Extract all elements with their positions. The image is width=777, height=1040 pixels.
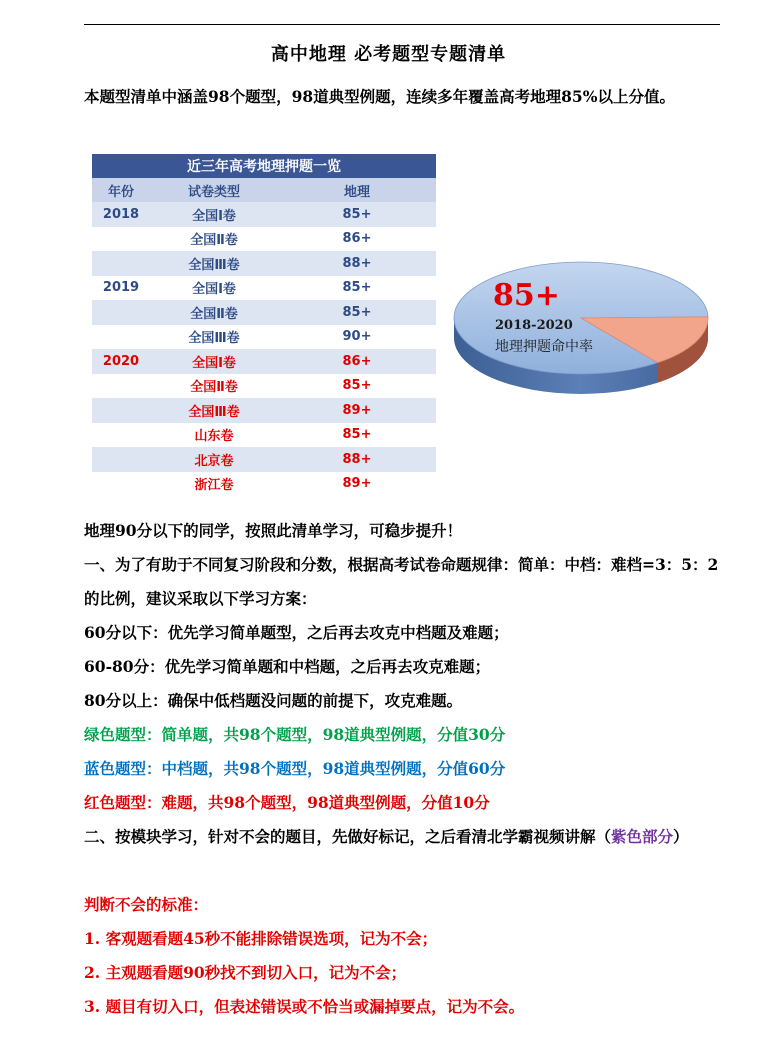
table-cell-year	[92, 227, 150, 252]
green-type-text: 绿色题型：简单题，共98个题型，98道典型例题，分值30分	[84, 725, 506, 744]
table-row	[92, 227, 436, 252]
red-type-text: 红色题型：难题，共98个题型，98道典型例题，分值10分	[84, 793, 490, 812]
p2-text: 一、为了有助于不同复习阶段和分数，根据高考试卷命题规律：简单：中档：难档=3：5：2的比例，建议采取以下学习方案：	[84, 555, 719, 608]
table-cell-score: 88+	[278, 447, 436, 472]
table-row	[92, 300, 436, 325]
p1-text: 地理90分以下的同学，按照此清单学习，可稳步提升！	[84, 521, 463, 540]
table-cell-paper: 山东卷	[150, 423, 278, 448]
table-cell-paper: 全国Ⅰ卷	[150, 202, 278, 227]
table-cell-score: 89+	[278, 398, 436, 423]
p4-text: 60-80分：优先学习简单题和中档题，之后再去攻克难题；	[84, 657, 491, 676]
table-cell-paper: 全国Ⅲ卷	[150, 251, 278, 276]
criteria-3: 3. 题目有切入口，但表述错误或不恰当或漏掉要点，记为不会。	[84, 997, 525, 1016]
p3-text: 60分以下：优先学习简单题型，之后再去攻克中档题及难题；	[84, 623, 509, 642]
table-cell-year	[92, 423, 150, 448]
table-row	[92, 325, 436, 350]
table-cell-year	[92, 398, 150, 423]
table-cell-score: 85+	[278, 202, 436, 227]
table-row	[92, 374, 436, 399]
table-cell-paper: 全国Ⅰ卷	[150, 349, 278, 374]
table-cell-year	[92, 325, 150, 350]
blue-type-text: 蓝色题型：中档题，共98个题型，98道典型例题，分值60分	[84, 759, 506, 778]
criteria-title: 判断不会的标准：	[84, 895, 209, 914]
p6-end: ）	[673, 827, 689, 846]
table-cell-paper: 全国Ⅱ卷	[150, 227, 278, 252]
table-cell-year	[92, 300, 150, 325]
table-body	[92, 202, 436, 496]
table-cell-score: 86+	[278, 227, 436, 252]
table-cell-score: 86+	[278, 349, 436, 374]
table-cell-paper: 北京卷	[150, 447, 278, 472]
table-caption: 近三年高考地理押题一览	[92, 154, 436, 178]
table-row	[92, 251, 436, 276]
table-cell-score: 85+	[278, 374, 436, 399]
table-cell-score: 88+	[278, 251, 436, 276]
table-row	[92, 447, 436, 472]
table-row	[92, 349, 436, 374]
table-cell-score: 85+	[278, 276, 436, 301]
table-cell-paper: 全国Ⅱ卷	[150, 374, 278, 399]
table-cell-paper: 全国Ⅲ卷	[150, 398, 278, 423]
criteria-1: 1. 客观题看题45秒不能排除错误选项，记为不会；	[84, 929, 438, 948]
table-cell-year	[92, 251, 150, 276]
table-row	[92, 472, 436, 497]
table-cell-paper: 全国Ⅲ卷	[150, 325, 278, 350]
table-cell-year	[92, 472, 150, 497]
pie-big-label: 85+	[493, 278, 560, 313]
table-row	[92, 423, 436, 448]
col-header-year: 年份	[92, 178, 150, 202]
col-header-score: 地理	[278, 178, 436, 202]
p5-text: 80分以上：确保中低档题没问题的前提下，攻克难题。	[84, 691, 463, 710]
exam-hit-table	[92, 154, 436, 496]
page-title: 高中地理 必考题型专题清单	[270, 44, 507, 65]
table-cell-score: 89+	[278, 472, 436, 497]
p6-purple: 紫色部分	[611, 827, 674, 846]
table-cell-year: 2018	[92, 202, 150, 227]
table-cell-paper: 全国Ⅰ卷	[150, 276, 278, 301]
pie-years-label: 2018-2020	[495, 318, 573, 333]
table-cell-year: 2019	[92, 276, 150, 301]
top-rule	[84, 24, 720, 25]
pie-caption: 地理押题命中率	[495, 339, 593, 355]
col-header-paper: 试卷类型	[150, 178, 278, 202]
table-cell-paper: 全国Ⅱ卷	[150, 300, 278, 325]
table-cell-year: 2020	[92, 349, 150, 374]
table-cell-year	[92, 447, 150, 472]
table-cell-score: 90+	[278, 325, 436, 350]
table-row	[92, 398, 436, 423]
intro-paragraph: 本题型清单中涵盖98个题型，98道典型例题，连续多年覆盖高考地理85%以上分值。	[84, 87, 675, 106]
criteria-2: 2. 主观题看题90秒找不到切入口，记为不会；	[84, 963, 407, 982]
table-row	[92, 276, 436, 301]
table-cell-score: 85+	[278, 300, 436, 325]
table-cell-paper: 浙江卷	[150, 472, 278, 497]
table-cell-score: 85+	[278, 423, 436, 448]
hit-rate-pie-chart	[450, 258, 712, 398]
table-row	[92, 202, 436, 227]
table-cell-year	[92, 374, 150, 399]
p6-text	[84, 820, 724, 854]
p6-main: 二、按模块学习，针对不会的题目，先做好标记，之后看清北学霸视频讲解（	[84, 827, 612, 846]
